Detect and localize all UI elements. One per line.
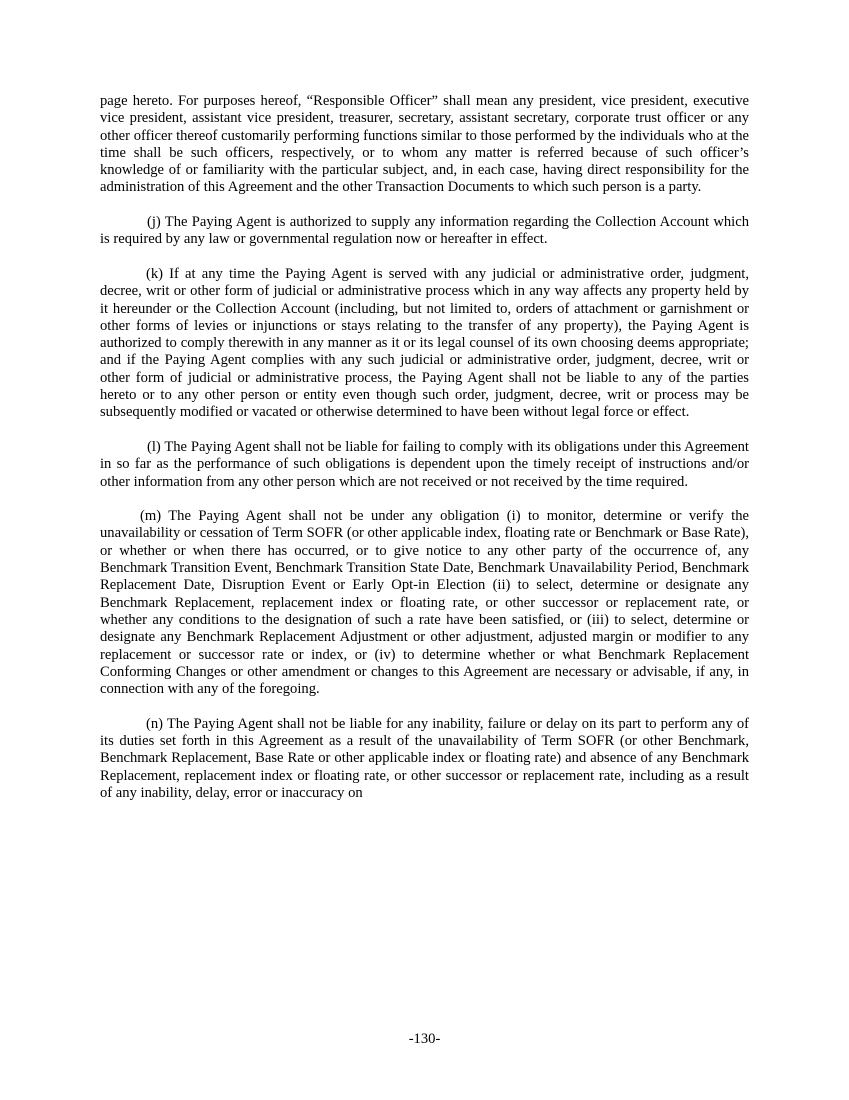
paragraph-l: (l) The Paying Agent shall not be liable for failing to comply with its obligations under this Agreement in so far as the performance of such obligations is dependent upon the timely receipt of instructions and/or other information from any other person which are not received or not received by the time required.	[100, 438, 749, 490]
document-page	[100, 93, 749, 802]
paragraph-continuation: page hereto. For purposes hereof, “Responsible Officer” shall mean any president, vice president, executive vice president, assistant vice president, treasurer, secretary, assistant secretary, corporate trust officer or any other officer thereof customarily performing functions similar to those performed by the individuals who at the time shall be such officers, respectively, or to whom any matter is referred because of such officer’s knowledge of or familiarity with the particular subject, and, in each case, having direct responsibility for the administration of this Agreement and the other Transaction Documents to which such person is a party.	[100, 93, 749, 196]
paragraph-n: (n) The Paying Agent shall not be liable for any inability, failure or delay on its part to perform any of its duties set forth in this Agreement as a result of the unavailability of Term SOFR (or other Benchmark, Benchmark Replacement, Base Rate or other applicable index or floating rate) and absence of any Benchmark Replacement, replacement index or floating rate, or other successor or replacement rate, including as a result of any inability, delay, error or inaccuracy on	[100, 715, 749, 801]
page-number: -130-	[408, 1031, 441, 1047]
paragraph-m: (m) The Paying Agent shall not be under any obligation (i) to monitor, determine or verify the unavailability or cessation of Term SOFR (or other applicable index, floating rate or Benchmark or Base Rate), or whether or when there has occurred, or to give notice to any other party of the occurrence of, any Benchmark Transition Event, Benchmark Transition State Date, Benchmark Unavailability Period, Benchmark Replacement Date, Disruption Event or Early Opt-in Election (ii) to select, determine or designate any Benchmark Replacement, replacement index or floating rate, or other successor or replacement rate, or whether any conditions to the designation of such a rate have been satisfied, or (iii) to select, determine or designate any Benchmark Replacement Adjustment or other adjustment, adjusted margin or modifier to any replacement or successor rate or index, or (iv) to determine whether or what Benchmark Replacement Conforming Changes or other amendment or changes to this Agreement are necessary or advisable, if any, in connection with any of the foregoing.	[100, 508, 749, 698]
paragraph-k: (k) If at any time the Paying Agent is served with any judicial or administrative order, judgment, decree, writ or other form of judicial or administrative process which in any way affects any property held by it hereunder or the Collection Account (including, but not limited to, orders of attachment or garnishment or other forms of levies or injunctions or stays relating to the transfer of any property), the Paying Agent is authorized to comply therewith in any manner as it or its legal counsel of its own choosing deems appropriate; and if the Paying Agent complies with any such judicial or administrative order, judgment, decree, writ or other form of judicial or administrative process, the Paying Agent shall not be liable to any of the parties hereto or to any other person or entity even though such order, judgment, decree, writ or process may be subsequently modified or vacated or otherwise determined to have been without legal force or effect.	[100, 265, 749, 421]
paragraph-j: (j) The Paying Agent is authorized to supply any information regarding the Collection Account which is required by any law or governmental regulation now or hereafter in effect.	[100, 214, 749, 248]
